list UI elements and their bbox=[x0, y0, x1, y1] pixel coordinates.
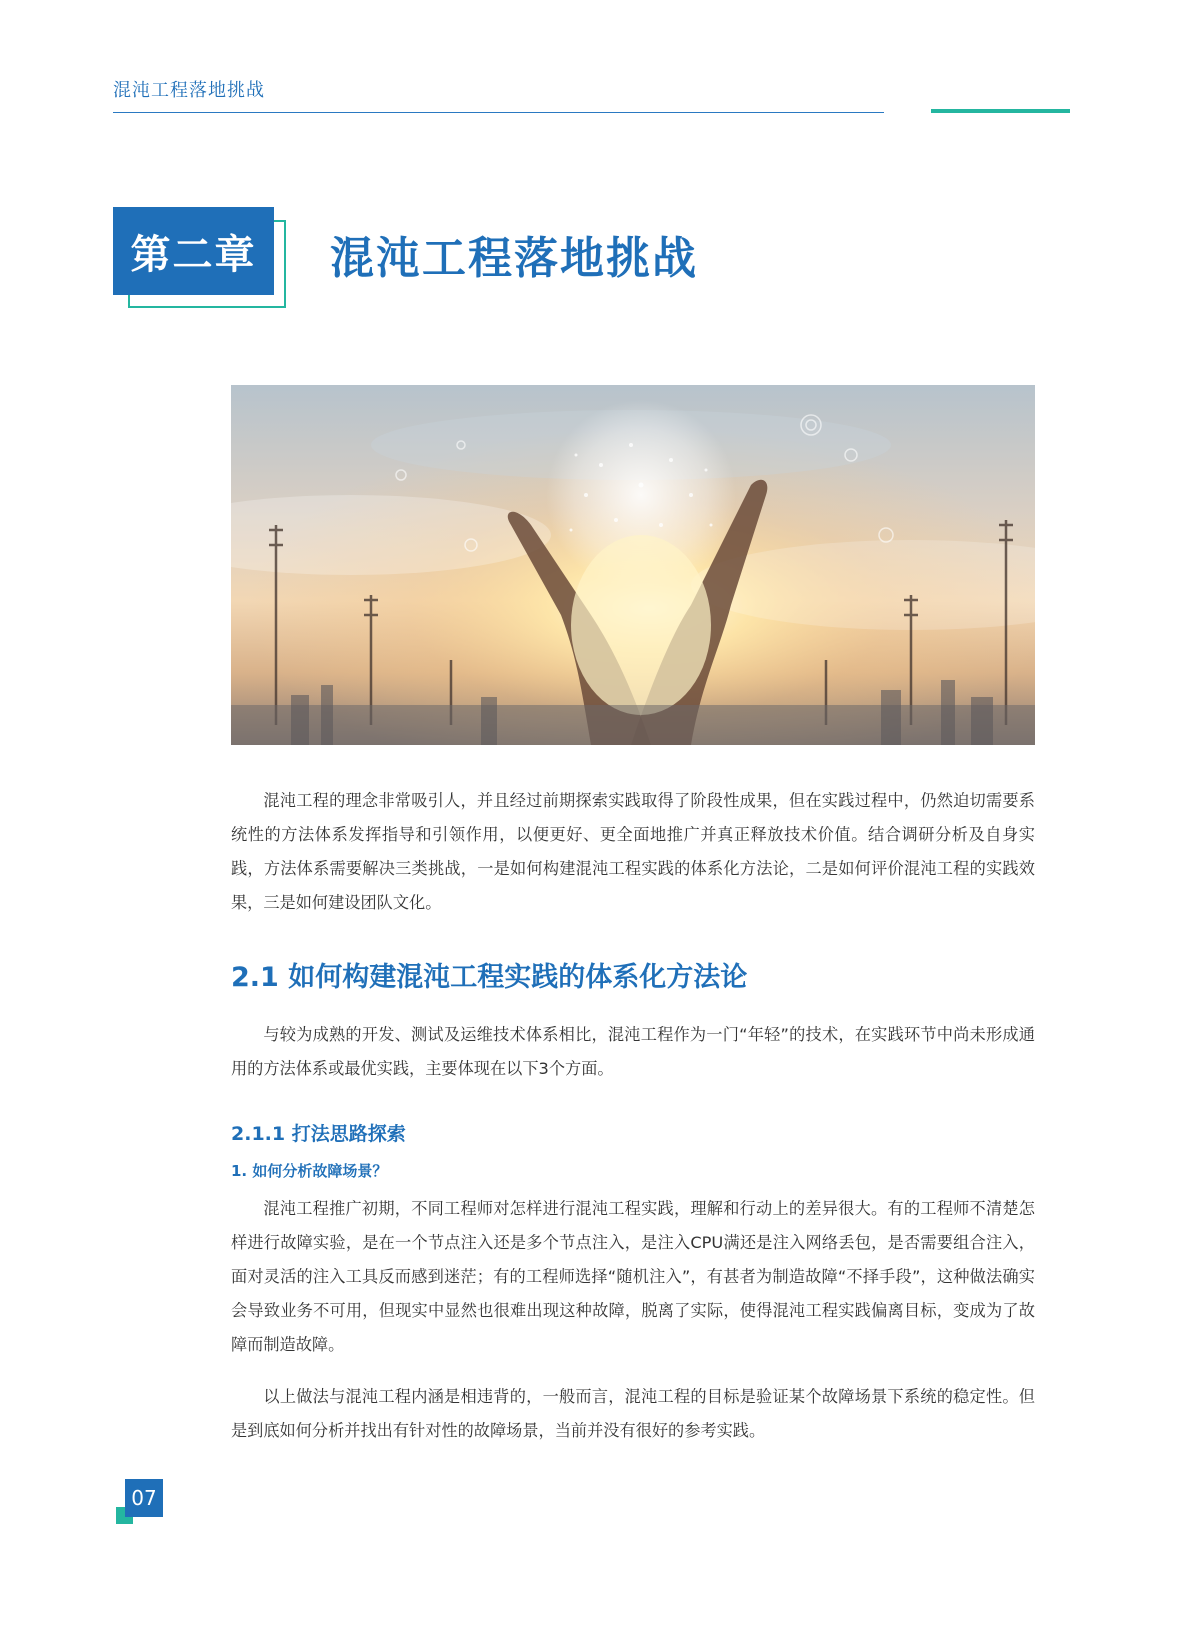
section-heading-2-1-1: 2.1.1 打法思路探索 bbox=[231, 1123, 406, 1145]
chapter-title: 混沌工程落地挑战 bbox=[330, 233, 698, 284]
header-rule bbox=[113, 112, 884, 113]
section-2-1-paragraph: 与较为成熟的开发、测试及运维技术体系相比，混沌工程作为一门“年轻”的技术，在实践环节中尚未形成通用的方法体系或最优实践，主要体现在以下3个方面。 bbox=[231, 1025, 1035, 1078]
chapter-label: 第二章 bbox=[113, 207, 274, 295]
section-heading-2-1: 2.1 如何构建混沌工程实践的体系化方法论 bbox=[231, 962, 748, 993]
header-accent-bar bbox=[931, 109, 1070, 113]
section-2-1-1-paragraph-1: 混沌工程推广初期，不同工程师对怎样进行混沌工程实践，理解和行动上的差异很大。有的工程师不清楚怎样进行故障实验，是在一个节点注入还是多个节点注入，是注入CPU满还是注入网络丢包，是否需要组合注入，面对灵活的注入工具反而感到迷茫；有的工程师选择“随机注入”，有甚者为制造故障“不择手段”，这种做法确实会导致业务不可用，但现实中显然也很难出现这种故障，脱离了实际，使得混沌工程实践偏离目标，变成为了故障而制造故障。 bbox=[231, 1199, 1035, 1354]
page-number: 07 bbox=[125, 1479, 163, 1517]
intro-paragraph: 混沌工程的理念非常吸引人，并且经过前期探索实践取得了阶段性成果，但在实践过程中，仍然迫切需要系统性的方法体系发挥指导和引领作用，以便更好、更全面地推广并真正释放技术价值。结合调研分析及自身实践，方法体系需要解决三类挑战，一是如何构建混沌工程实践的体系化方法论，二是如何评价混沌工程的实践效果，三是如何建设团队文化。 bbox=[231, 791, 1035, 912]
subheading-fault-scenario: 1. 如何分析故障场景？ bbox=[231, 1162, 388, 1180]
running-title: 混沌工程落地挑战 bbox=[113, 80, 265, 101]
hero-image bbox=[231, 385, 1035, 745]
section-2-1-1-paragraph-2: 以上做法与混沌工程内涵是相违背的，一般而言，混沌工程的目标是验证某个故障场景下系统的稳定性。但是到底如何分析并找出有针对性的故障场景，当前并没有很好的参考实践。 bbox=[231, 1387, 1035, 1440]
hands-holding-network-globe-image bbox=[231, 385, 1035, 745]
